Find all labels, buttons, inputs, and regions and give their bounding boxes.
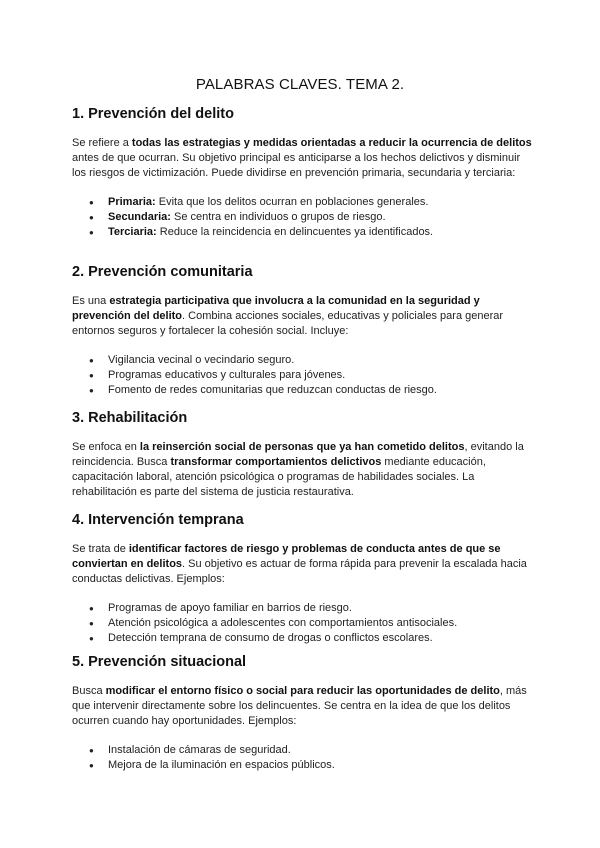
list-item-term: Secundaria: bbox=[108, 211, 171, 223]
bullet-list bbox=[72, 353, 532, 398]
paragraph-text: , evitando la reincidencia. Busca bbox=[72, 441, 524, 468]
paragraph-bold: estrategia participativa que involucra a la comunidad en la seguridad y prevención del delito bbox=[72, 295, 480, 322]
list-item: ● Fomento de redes comunitarias que reduzcan conductas de riesgo. bbox=[72, 383, 532, 398]
section-prevencion-comunitaria bbox=[72, 262, 532, 398]
paragraph-text: Se enfoca en bbox=[72, 441, 140, 453]
list-item-term: Primaria: bbox=[108, 196, 156, 208]
section-prevencion-delito bbox=[72, 104, 532, 240]
paragraph-bold: modificar el entorno físico o social para reducir las oportunidades de delito bbox=[105, 685, 500, 697]
paragraph-text: . Su objetivo es actuar de forma rápida para prevenir la escalada hacia conductas delictivas. Ejemplos: bbox=[72, 558, 527, 585]
list-item: ● Detección temprana de consumo de drogas o conflictos escolares. bbox=[72, 631, 532, 646]
bullet-list bbox=[72, 195, 532, 240]
section-paragraph bbox=[72, 440, 532, 500]
list-item: ● Programas educativos y culturales para jóvenes. bbox=[72, 368, 532, 383]
paragraph-text: Busca bbox=[72, 685, 106, 697]
list-item bbox=[72, 210, 532, 225]
list-item bbox=[72, 225, 532, 240]
section-paragraph bbox=[72, 136, 532, 181]
list-item-term: Terciaria: bbox=[108, 226, 157, 238]
list-item: ● Vigilancia vecinal o vecindario seguro. bbox=[72, 353, 532, 368]
section-prevencion-situacional bbox=[72, 652, 532, 773]
bullet-list bbox=[72, 601, 532, 646]
list-item bbox=[72, 195, 532, 210]
section-heading: 1. Prevención del delito bbox=[72, 106, 234, 122]
paragraph-bold: identificar factores de riesgo y problemas de conducta antes de que se conviertan en delitos bbox=[72, 543, 501, 570]
bullet-list bbox=[72, 743, 532, 773]
list-item-text: Se centra en individuos o grupos de riesgo. bbox=[170, 211, 386, 223]
paragraph-text: . Combina acciones sociales, educativas y policiales para generar entornos seguros y fortalecer la cohesión social. Incluye: bbox=[72, 310, 504, 337]
list-item-text: Reduce la reincidencia en delincuentes ya identificados. bbox=[156, 226, 434, 238]
list-item-text: Evita que los delitos ocurran en poblaciones generales. bbox=[155, 196, 429, 208]
paragraph-bold: la reinserción social de personas que ya han cometido delitos bbox=[139, 441, 465, 453]
section-heading: 5. Prevención situacional bbox=[72, 654, 247, 670]
section-paragraph bbox=[72, 542, 532, 587]
list-item: ● Atención psicológica a adolescentes con comportamientos antisociales. bbox=[72, 616, 532, 631]
paragraph-text: Se trata de bbox=[72, 543, 129, 555]
list-item: ● Mejora de la iluminación en espacios públicos. bbox=[72, 758, 532, 773]
paragraph-text: , más que intervenir directamente sobre los delincuentes. Se centra en la idea de que los delitos ocurren cuando hay oportunidades. Ejemplos: bbox=[72, 685, 527, 727]
paragraph-text: antes de que ocurran. Su objetivo principal es anticiparse a los hechos delictivos y disminuir los riesgos de victimización. Puede dividirse en prevención primaria, secundaria y terciaria: bbox=[72, 152, 521, 179]
document-title: PALABRAS CLAVES. TEMA 2. bbox=[195, 76, 405, 93]
section-heading: 4. Intervención temprana bbox=[72, 512, 244, 528]
section-heading: 3. Rehabilitación bbox=[72, 410, 188, 426]
section-heading: 2. Prevención comunitaria bbox=[72, 264, 253, 280]
section-paragraph bbox=[72, 294, 532, 339]
list-item: ● Programas de apoyo familiar en barrios de riesgo. bbox=[72, 601, 532, 616]
paragraph-bold: todas las estrategias y medidas orientadas a reducir la ocurrencia de delitos bbox=[131, 137, 532, 149]
list-item: ● Instalación de cámaras de seguridad. bbox=[72, 743, 532, 758]
paragraph-text: Se refiere a bbox=[72, 137, 132, 149]
paragraph-bold: transformar comportamientos delictivos bbox=[170, 456, 382, 468]
section-intervencion-temprana bbox=[72, 510, 532, 646]
paragraph-text: Es una bbox=[72, 295, 110, 307]
section-rehabilitacion bbox=[72, 408, 532, 500]
paragraph-text: mediante educación, capacitación laboral, atención psicológica o programas de habilidades sociales. La rehabilitación es parte del sistema de justicia restaurativa. bbox=[72, 456, 486, 498]
section-paragraph bbox=[72, 684, 532, 729]
